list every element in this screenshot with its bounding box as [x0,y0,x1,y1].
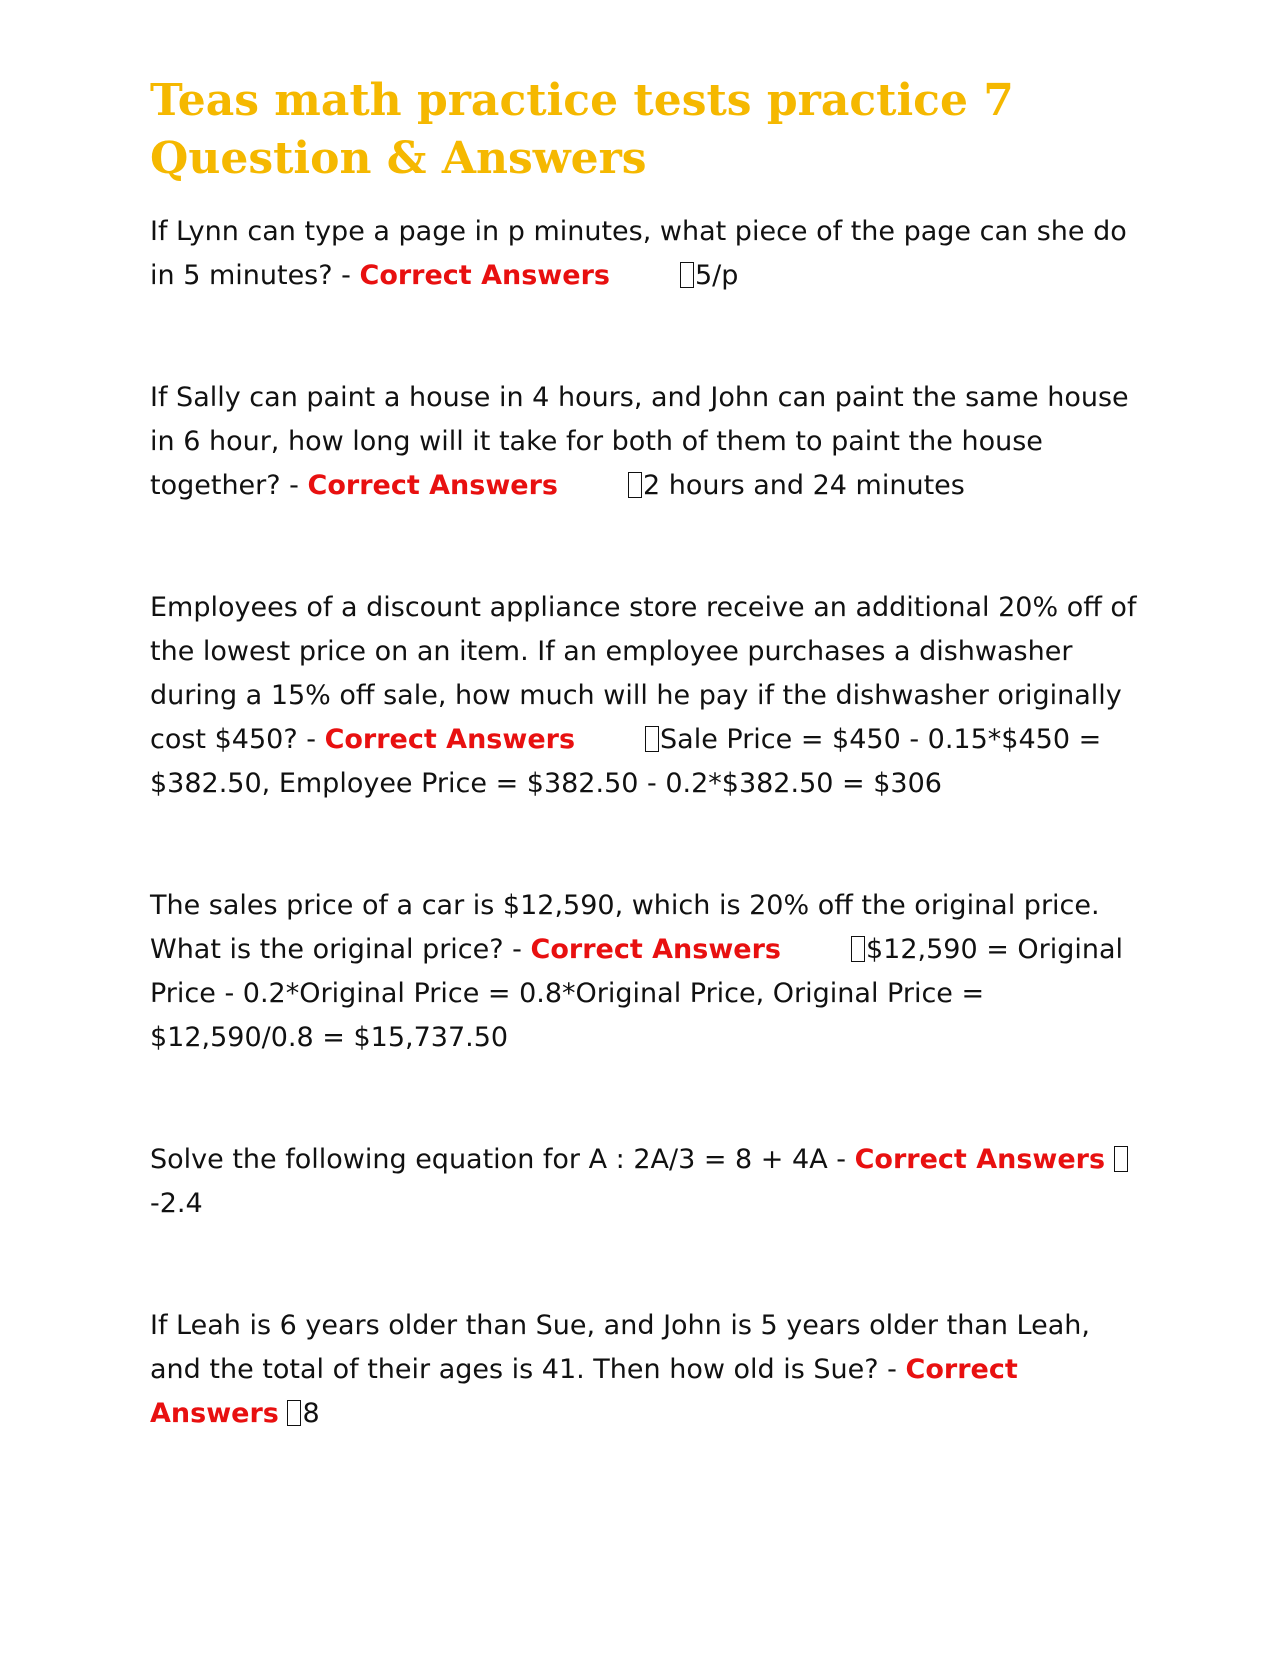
correct-answers-label: Correct Answers [854,1144,1106,1175]
qa-item-6 [150,1304,1140,1436]
answer-text: 5/p [694,260,739,291]
qa-item-4 [150,884,1140,1060]
answer-box-icon [645,726,659,752]
answer-box-icon [628,472,642,498]
correct-answers-label: Correct Answers [359,260,610,291]
qa-item-1 [150,210,1140,298]
qa-item-5 [150,1138,1140,1226]
document-page [150,72,1140,1436]
answer-box-icon [1114,1146,1128,1172]
correct-answers-label: Correct Answers [530,934,781,965]
question-text: If Lynn can type a page in p minutes, what piece of the page can she do in 5 minutes? - [150,216,1127,291]
question-text: If Sally can paint a house in 4 hours, and John can paint the same house in 6 hour, how long will it take for both of them to paint the house together? - [150,382,1129,501]
answer-box-icon [287,1400,301,1426]
correct-answers-label: Correct Answers [307,470,558,501]
qa-item-3 [150,586,1140,806]
correct-answers-label: Correct Answers [324,724,576,755]
document-title: Teas math practice tests practice 7 Question & Answers [150,75,1014,184]
correct-answers-label: Correct Answers [150,1354,1018,1429]
question-text: Solve the following equation for A : 2A/3 = 8 + 4A - [150,1144,855,1175]
answer-text: Sale Price = $450 - 0.15*$450 = $382.50, Employee Price = $382.50 - 0.2*$382.50 = $306 [150,724,1102,799]
answer-box-icon [851,936,865,962]
question-text: The sales price of a car is $12,590, which is 20% off the original price. What is the original price? - [150,890,1100,965]
question-text: If Leah is 6 years older than Sue, and John is 5 years older than Leah, and the total of their ages is 41. Then how old is Sue? - [150,1310,1090,1385]
answer-text: $12,590 = Original Price - 0.2*Original Price = 0.8*Original Price, Original Price = $12,590/0.8 = $15,737.50 [150,934,1124,1053]
answer-text: 2 hours and 24 minutes [642,470,965,501]
answer-box-icon [680,262,694,288]
qa-item-2 [150,376,1140,508]
question-text: Employees of a discount appliance store receive an additional 20% off of the lowest price on an item. If an employee purchases a dishwasher during a 15% off sale, how much will he pay if the dishwasher originally cost $450? - [150,592,1137,755]
answer-text: -2.4 [150,1188,203,1219]
answer-text: 8 [302,1398,320,1429]
